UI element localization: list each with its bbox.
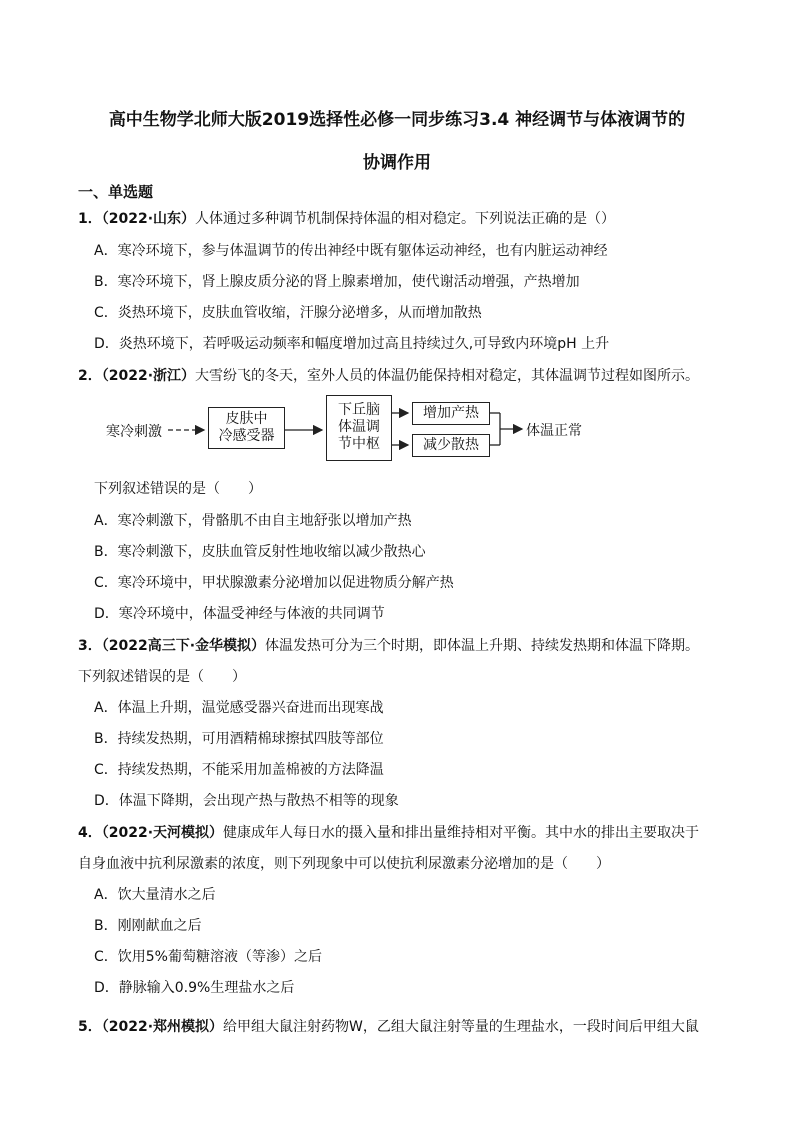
increase-heat-box: 增加产热	[412, 402, 490, 425]
question-1-option-b: B．寒冷环境下，肾上腺皮质分泌的肾上腺素增加，使代谢活动增强，产热增加	[94, 274, 580, 290]
question-3-option-c: C．持续发热期，不能采用加盖棉被的方法降温	[94, 762, 384, 778]
center-line-1: 下丘脑	[338, 402, 380, 418]
question-1-option-d: D．炎热环境下，若呼吸运动频率和幅度增加过高且持续过久,可导致内环境pH 上升	[94, 336, 610, 352]
thermoregulation-diagram	[100, 393, 620, 465]
receptor-line-1: 皮肤中	[225, 411, 268, 427]
question-source: （2022·山东）	[101, 211, 196, 227]
question-text: 体温发热可分为三个时期，即体温上升期、持续发热期和体温下降期。	[265, 638, 700, 654]
document-title-line1: 高中生物学北师大版2019选择性必修一同步练习3.4 神经调节与体液调节的	[108, 110, 686, 130]
question-3-stem	[78, 635, 699, 655]
hypothalamus-box	[326, 395, 392, 461]
question-1-option-c: C．炎热环境下，皮肤血管收缩，汗腺分泌增多，从而增加散热	[94, 305, 482, 321]
question-source: （2022高三下·金华模拟）	[101, 638, 266, 654]
question-source: （2022·郑州模拟）	[101, 1019, 224, 1035]
question-2-stem	[78, 365, 699, 385]
question-number: 1．	[78, 211, 102, 227]
question-2-option-d: D．寒冷环境中，体温受神经与体液的共同调节	[94, 606, 385, 622]
reduce-loss-box: 减少散热	[412, 434, 490, 457]
question-source: （2022·天河模拟）	[101, 825, 224, 841]
question-3-stem-line2: 下列叙述错误的是（ ）	[78, 669, 246, 685]
question-3-option-a: A．体温上升期，温觉感受器兴奋进而出现寒战	[94, 700, 384, 716]
question-number: 3．	[78, 638, 102, 654]
result-label: 体温正常	[526, 423, 582, 439]
question-5-stem	[78, 1016, 699, 1036]
question-text: 人体通过多种调节机制保持体温的相对稳定。下列说法正确的是（）	[195, 211, 616, 227]
question-4-stem-line2: 自身血液中抗利尿激素的浓度，则下列现象中可以使抗利尿激素分泌增加的是（ ）	[78, 856, 610, 872]
stimulus-label: 寒冷刺激	[106, 424, 162, 440]
question-2-option-c: C．寒冷环境中，甲状腺激素分泌增加以促进物质分解产热	[94, 575, 454, 591]
question-number: 2．	[78, 368, 102, 384]
receptor-line-2: 冷感受器	[218, 428, 275, 444]
question-text: 大雪纷飞的冬天，室外人员的体温仍能保持相对稳定，其体温调节过程如图所示。	[195, 368, 700, 384]
center-line-2: 体温调	[338, 419, 380, 435]
question-text: 给甲组大鼠注射药物W，乙组大鼠注射等量的生理盐水，一段时间后甲组大鼠	[223, 1019, 699, 1035]
question-2-option-a: A．寒冷刺激下，骨骼肌不由自主地舒张以增加产热	[94, 513, 412, 529]
question-4-option-b: B．刚刚献血之后	[94, 918, 202, 934]
question-1-option-a: A．寒冷环境下，参与体温调节的传出神经中既有躯体运动神经，也有内脏运动神经	[94, 243, 608, 259]
question-2-option-b: B．寒冷刺激下，皮肤血管反射性地收缩以减少散热心	[94, 544, 426, 560]
question-4-option-d: D．静脉输入0.9%生理盐水之后	[94, 980, 295, 996]
question-text: 健康成年人每日水的摄入量和排出量维持相对平衡。其中水的排出主要取决于	[223, 825, 700, 841]
question-number: 5．	[78, 1019, 102, 1035]
question-3-option-b: B．持续发热期，可用酒精棉球擦拭四肢等部位	[94, 731, 384, 747]
section-heading: 一、单选题	[78, 183, 154, 201]
question-4-option-a: A．饮大量清水之后	[94, 887, 216, 903]
receptor-box	[208, 407, 285, 449]
document-title-line2: 协调作用	[363, 153, 431, 173]
question-source: （2022·浙江）	[101, 368, 196, 384]
question-4-stem	[78, 822, 699, 842]
question-1-stem	[78, 208, 615, 228]
question-3-option-d: D．体温下降期，会出现产热与散热不相等的现象	[94, 793, 399, 809]
center-line-3: 节中枢	[338, 436, 380, 452]
question-2-ask: 下列叙述错误的是（ ）	[94, 481, 262, 497]
question-4-option-c: C．饮用5%葡萄糖溶液（等渗）之后	[94, 949, 322, 965]
question-number: 4．	[78, 825, 102, 841]
